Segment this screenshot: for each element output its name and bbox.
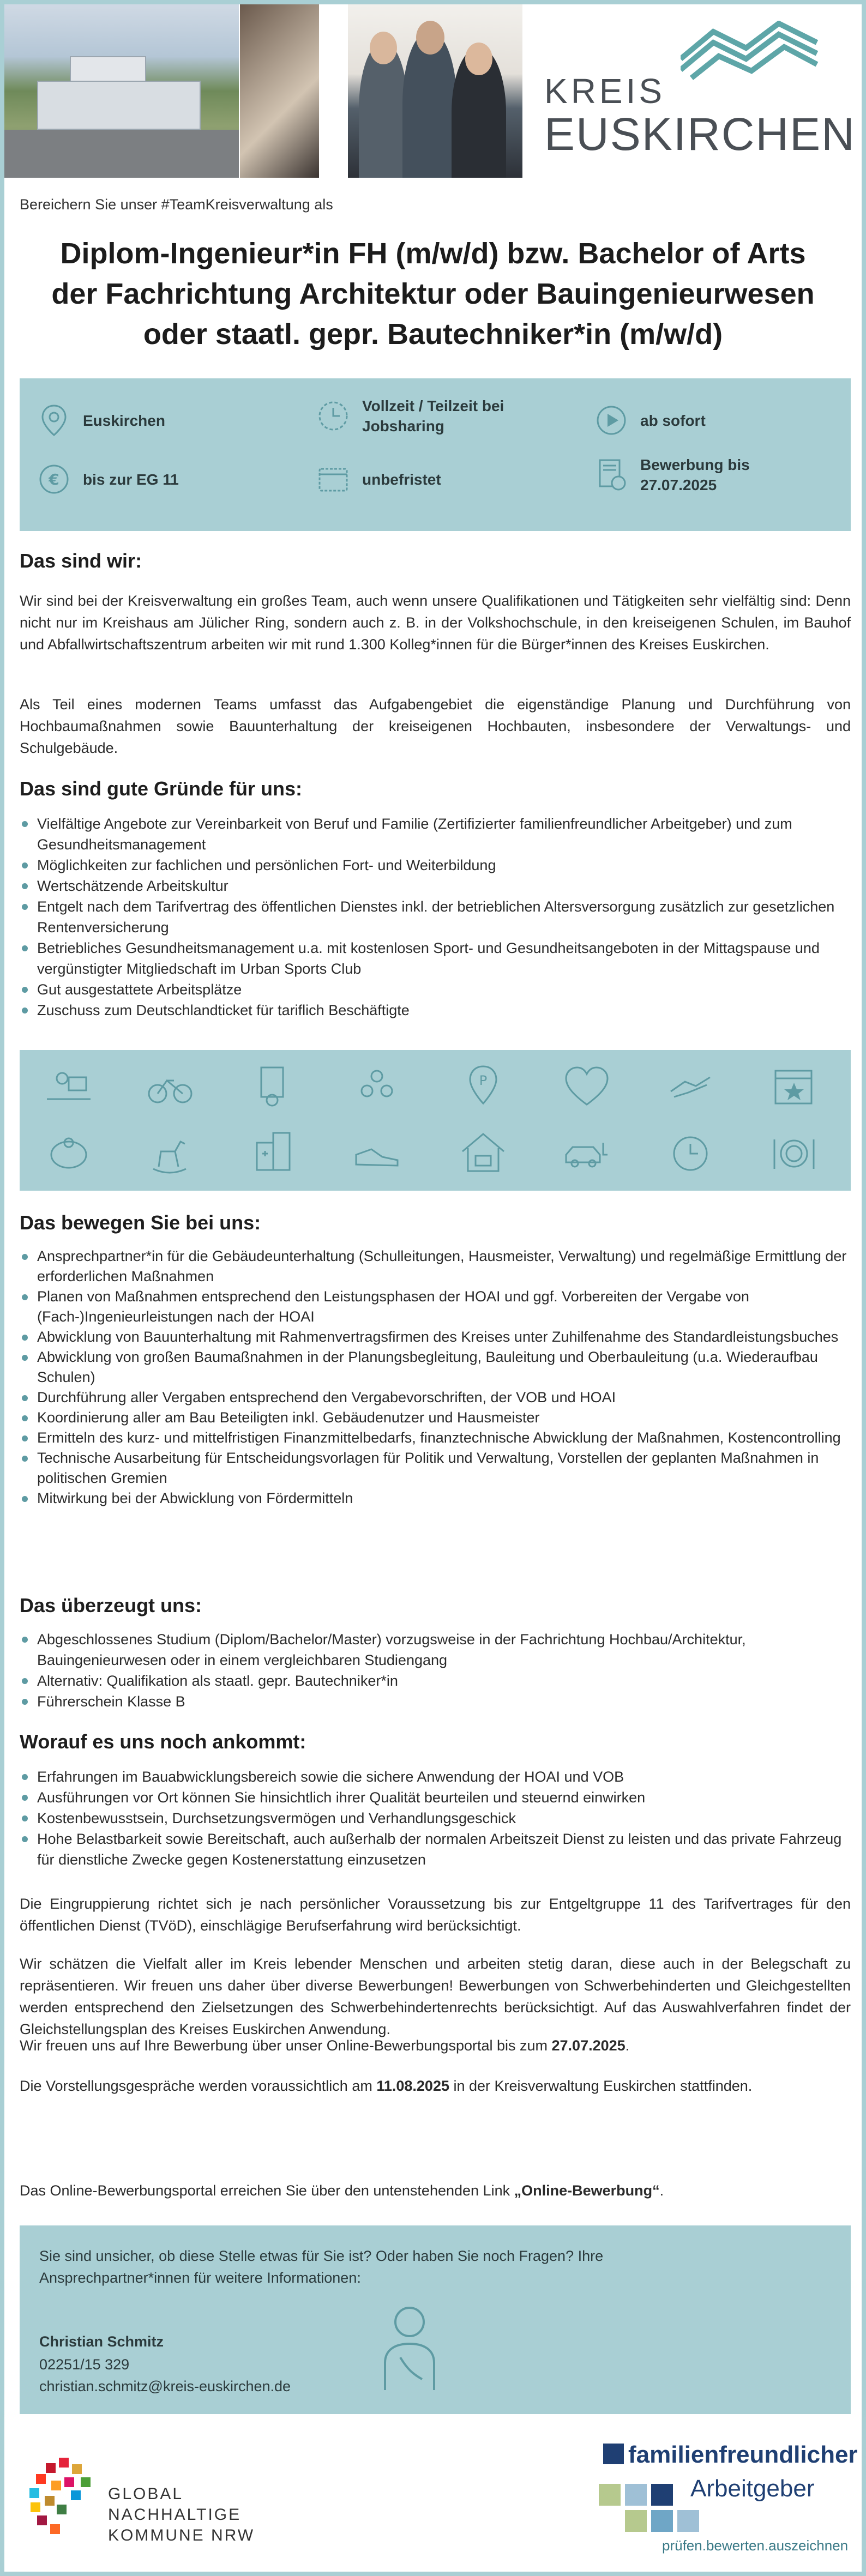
contact-name: Christian Schmitz [39,2333,164,2350]
list-item: Technische Ausarbeitung für Entscheidungsvorlagen für Politik und Verwaltung, Vorstellen der geplanten Maßnahmen in politischen Gremien [20,1448,851,1488]
team-photo-1 [240,4,319,178]
paragraph-wir-2: Als Teil eines modernen Teams umfasst das Aufgabengebiet die eigenständige Planung und Durchführung von Hochbaumaßnahmen sowie Bauunterhaltung der kreiseigenen Hochbauten, insbesondere der Verwaltungs- und Schulgebäude. [20,696,851,756]
calendar-icon [314,460,352,498]
home-office-icon [456,1126,510,1181]
start-text: ab sofort [640,412,706,429]
ff-line-3: prüfen.bewerten.auszeichnen [662,2537,849,2554]
header [4,4,862,179]
interview-date: 11.08.2025 [376,2078,449,2094]
hours-text: Vollzeit / Teilzeit bei Jobsharing [362,397,504,435]
start-fact [592,401,706,439]
term-text: unbefristet [362,470,441,488]
sdg-wheel-icon [21,2452,103,2550]
list-item: Ansprechpartner*in für die Gebäudeunterhaltung (Schulleitungen, Hausmeister, Verwaltung) und regelmäßige Ermittlung der erforderlichen Maßnahmen [20,1246,851,1287]
location-text: Euskirchen [83,412,165,429]
list-item: Vielfältige Angebote zur Vereinbarkeit von Beruf und Familie (Zertifizierter familienfreundlicher Arbeitgeber) und zum Gesundheitsmanagement [20,813,851,855]
bicycle-icon [142,1061,197,1115]
benefits-list [20,813,851,1021]
tasks-list [20,1246,851,1509]
intro-text: Bereichern Sie unser #TeamKreisverwaltung als [20,196,333,213]
list-item: Koordinierung aller am Bau Beteiligten inkl. Gebäudenutzer und Hausmeister [20,1408,851,1428]
document-clock-icon [592,456,630,494]
list-item: Durchführung aller Vergaben entsprechend den Vergabevorschriften, der VOB und HOAI [20,1387,851,1408]
job-title [20,233,846,354]
play-icon [592,401,630,439]
pay-text: bis zur EG 11 [83,470,179,488]
paragraph-bewerbungsfrist [20,2035,851,2056]
section-heading-gruende: Das sind gute Gründe für uns: [20,777,303,800]
group-icon [350,1061,404,1115]
map-pin-icon [35,401,73,439]
svg-text:€: € [49,470,59,488]
paragraph-eingruppierung: Die Eingruppierung richtet sich je nach persönlicher Voraussetzung bis zur Entgeltgruppe 11 des Tarifvertrages für den öffentlichen Dienst (TVöD), einschlägige Berufserfahrung wird berücksichtigt. [20,1896,851,1934]
building-photo [4,4,239,178]
job-title-line: der Fachrichtung Architektur oder Bauingenieurwesen [51,277,815,310]
list-item: Abgeschlossenes Studium (Diplom/Bachelor/Master) vorzugsweise in der Fachrichtung Hochbau/Architektur, Bauingenieurwesen oder in einem vergleichbaren Studiengang [20,1629,851,1670]
list-item: Entgelt nach dem Tarifvertrag des öffentlichen Dienstes inkl. der betrieblichen Altersversorgung zusätzlich zur gesetzlichen Rentenversicherung [20,896,851,938]
electric-car-icon [560,1126,614,1181]
list-item: Planen von Maßnahmen entsprechend den Leistungsphasen der HOAI und ggf. Vorbereiten der Vergabe von (Fach-)Ingenieurleistungen nach der HOAI [20,1287,851,1327]
clock-icon [314,397,352,435]
calendar-star-icon [767,1061,821,1115]
section-heading-aufgaben: Das bewegen Sie bei uns: [20,1211,261,1234]
section-heading-profil: Das überzeugt uns: [20,1594,202,1616]
job-title-line: Diplom-Ingenieur*in FH (m/w/d) bzw. Bachelor of Arts [60,237,806,270]
text-fragment: Die Vorstellungsgespräche werden voraussichtlich am [20,2078,377,2094]
list-item: Betriebliches Gesundheitsmanagement u.a. mit kostenlosen Sport- und Gesundheitsangeboten in der Mittagspause und vergünstigter Mitgliedschaft im Urban Sports Club [20,938,851,979]
deadline-fact [592,455,810,495]
contact-phone[interactable]: 02251/15 329 [39,2356,130,2373]
text-fragment: in der Kreisverwaltung Euskirchen stattfinden. [449,2078,753,2094]
team-photo-2 [348,4,522,178]
contact-box [20,2225,851,2414]
logo-euskirchen: EUSKIRCHEN [544,108,856,160]
svg-text:P: P [479,1073,488,1088]
list-item: Erfahrungen im Bauabwicklungsbereich sowie die sichere Anwendung der HOAI und VOB [20,1766,851,1787]
list-item: Hohe Belastbarkeit sowie Bereitschaft, auch außerhalb der normalen Arbeitszeit Dienst zu leisten und das private Fahrzeug für dienstliche Zwecke gegen Kostenerstattung einzusetzen [20,1829,851,1870]
job-facts-box [20,378,851,531]
job-title-line: oder staatl. gepr. Bautechniker*in (m/w/d) [143,318,723,351]
paragraph-vielfalt: Wir schätzen die Vielfalt aller im Kreis lebender Menschen und arbeiten stetig daran, diese auch in der Belegschaft zu repräsentieren. Wir freuen uns daher über diverse Bewerbungen! Bewerbungen von Schwerbehinderten und Gleichgestellten werden entsprechend den Zielsetzungen des Schwerbehindertenrechts berücksichtigt. Auf das Auswahlverfahren findet der Gleichstellungsplan des Kreises Euskirchen Anwendung. [20,1956,851,2037]
gnk-line: GLOBAL [108,2485,184,2503]
ff-line-2: Arbeitgeber [690,2475,815,2502]
list-item: Abwicklung von Bauunterhaltung mit Rahmenvertragsfirmen des Kreises unter Zuhilfenahme des Standardleistungsbuches [20,1327,851,1347]
requirements-list [20,1629,851,1712]
term-fact [314,460,441,498]
contact-question: Sie sind unsicher, ob diese Stelle etwas für Sie ist? Oder haben Sie noch Fragen? Ihre Ansprechpartner*innen für weitere Informationen: [39,2248,604,2286]
logo-kreis: KREIS [544,71,666,111]
location-fact [35,401,165,439]
text-fragment: Das Online-Bewerbungsportal erreichen Sie über den untenstehenden Link [20,2182,514,2199]
desk-person-icon [41,1061,96,1115]
gnk-line: NACHHALTIGE [108,2506,242,2524]
paragraph-wir-1: Wir sind bei der Kreisverwaltung ein großes Team, auch wenn unsere Qualifikationen und Tätigkeiten sehr vielfältig sind: Denn nicht nur im Kreishaus am Jülicher Ring, sondern auch z. B. in der Volkshochschule, in den kreiseigenen Schulen, im Bauhof und Abfallwirtschaftszentrum arbeiten wir mit rund 1.300 Kolleg*innen für die Bürger*innen des Kreises Euskirchen. [20,593,851,653]
paragraph-portal-link [20,2180,851,2201]
sneaker-icon [350,1126,404,1181]
section-heading-ankommt: Worauf es uns noch ankommt: [20,1730,306,1753]
paragraph-vorstellungsgespraeche [20,2075,851,2097]
deadline-text: Bewerbung bis 27.07.2025 [640,456,750,493]
list-item: Gut ausgestattete Arbeitsplätze [20,979,851,1000]
euro-icon [35,460,73,498]
list-item: Ausführungen vor Ort können Sie hinsichtlich ihrer Qualität beurteilen und steuernd einwirken [20,1787,851,1808]
handshake-icon [663,1061,718,1115]
benefits-icon-banner [20,1050,851,1191]
contact-person-phone-icon [374,2297,445,2396]
list-item: Abwicklung von großen Baumaßnahmen in der Planungsbegleitung, Bauleitung und Oberbauleitung (u.a. Wiederaufbau Schulen) [20,1347,851,1387]
list-item: Ermitteln des kurz- und mittelfristigen Finanzmittelbedarfs, finanztechnische Abwicklung der Maßnahmen, Kostencontrolling [20,1428,851,1448]
heart-icon [560,1061,614,1115]
online-bewerbung-link[interactable]: „Online-Bewerbung“ [514,2182,660,2199]
plate-cutlery-icon [767,1126,821,1181]
kreis-euskirchen-logo [544,21,856,162]
list-item: Mitwirkung bei der Abwicklung von Fördermitteln [20,1488,851,1509]
list-item: Zuschuss zum Deutschlandticket für tariflich Beschäftigte [20,1000,851,1021]
text-fragment: Wir freuen uns auf Ihre Bewerbung über unser Online-Bewerbungsportal bis zum [20,2037,552,2054]
hours-fact [314,396,527,436]
deadline-date: 27.07.2025 [551,2037,626,2054]
piggy-bank-icon [41,1126,96,1181]
list-item: Alternativ: Qualifikation als staatl. gepr. Bautechniker*in [20,1670,851,1691]
clock-icon [663,1126,718,1181]
list-item: Möglichkeiten zur fachlichen und persönlichen Fort- und Weiterbildung [20,855,851,876]
certificate-icon [246,1061,300,1115]
additional-requirements-list [20,1766,851,1870]
section-heading-wir: Das sind wir: [20,550,142,572]
rocking-horse-icon [142,1126,197,1181]
familienfreundlicher-arbeitgeber-logo [599,2436,858,2567]
list-item: Führerschein Klasse B [20,1691,851,1712]
hospital-building-icon [246,1126,300,1181]
text-fragment: . [659,2182,664,2199]
list-item: Kostenbewusstsein, Durchsetzungsvermögen und Verhandlungsgeschick [20,1808,851,1829]
contact-email[interactable]: christian.schmitz@kreis-euskirchen.de [39,2378,291,2394]
pay-fact [35,460,179,498]
text-fragment: . [625,2037,630,2054]
list-item: Wertschätzende Arbeitskultur [20,876,851,896]
ff-line-1: familienfreundlicher [628,2441,858,2468]
global-nachhaltige-kommune-logo [21,2452,293,2556]
gnk-text [108,2484,255,2546]
parking-icon [456,1061,510,1115]
logo-waves-icon [681,21,866,81]
gnk-line: KOMMUNE NRW [108,2526,255,2544]
